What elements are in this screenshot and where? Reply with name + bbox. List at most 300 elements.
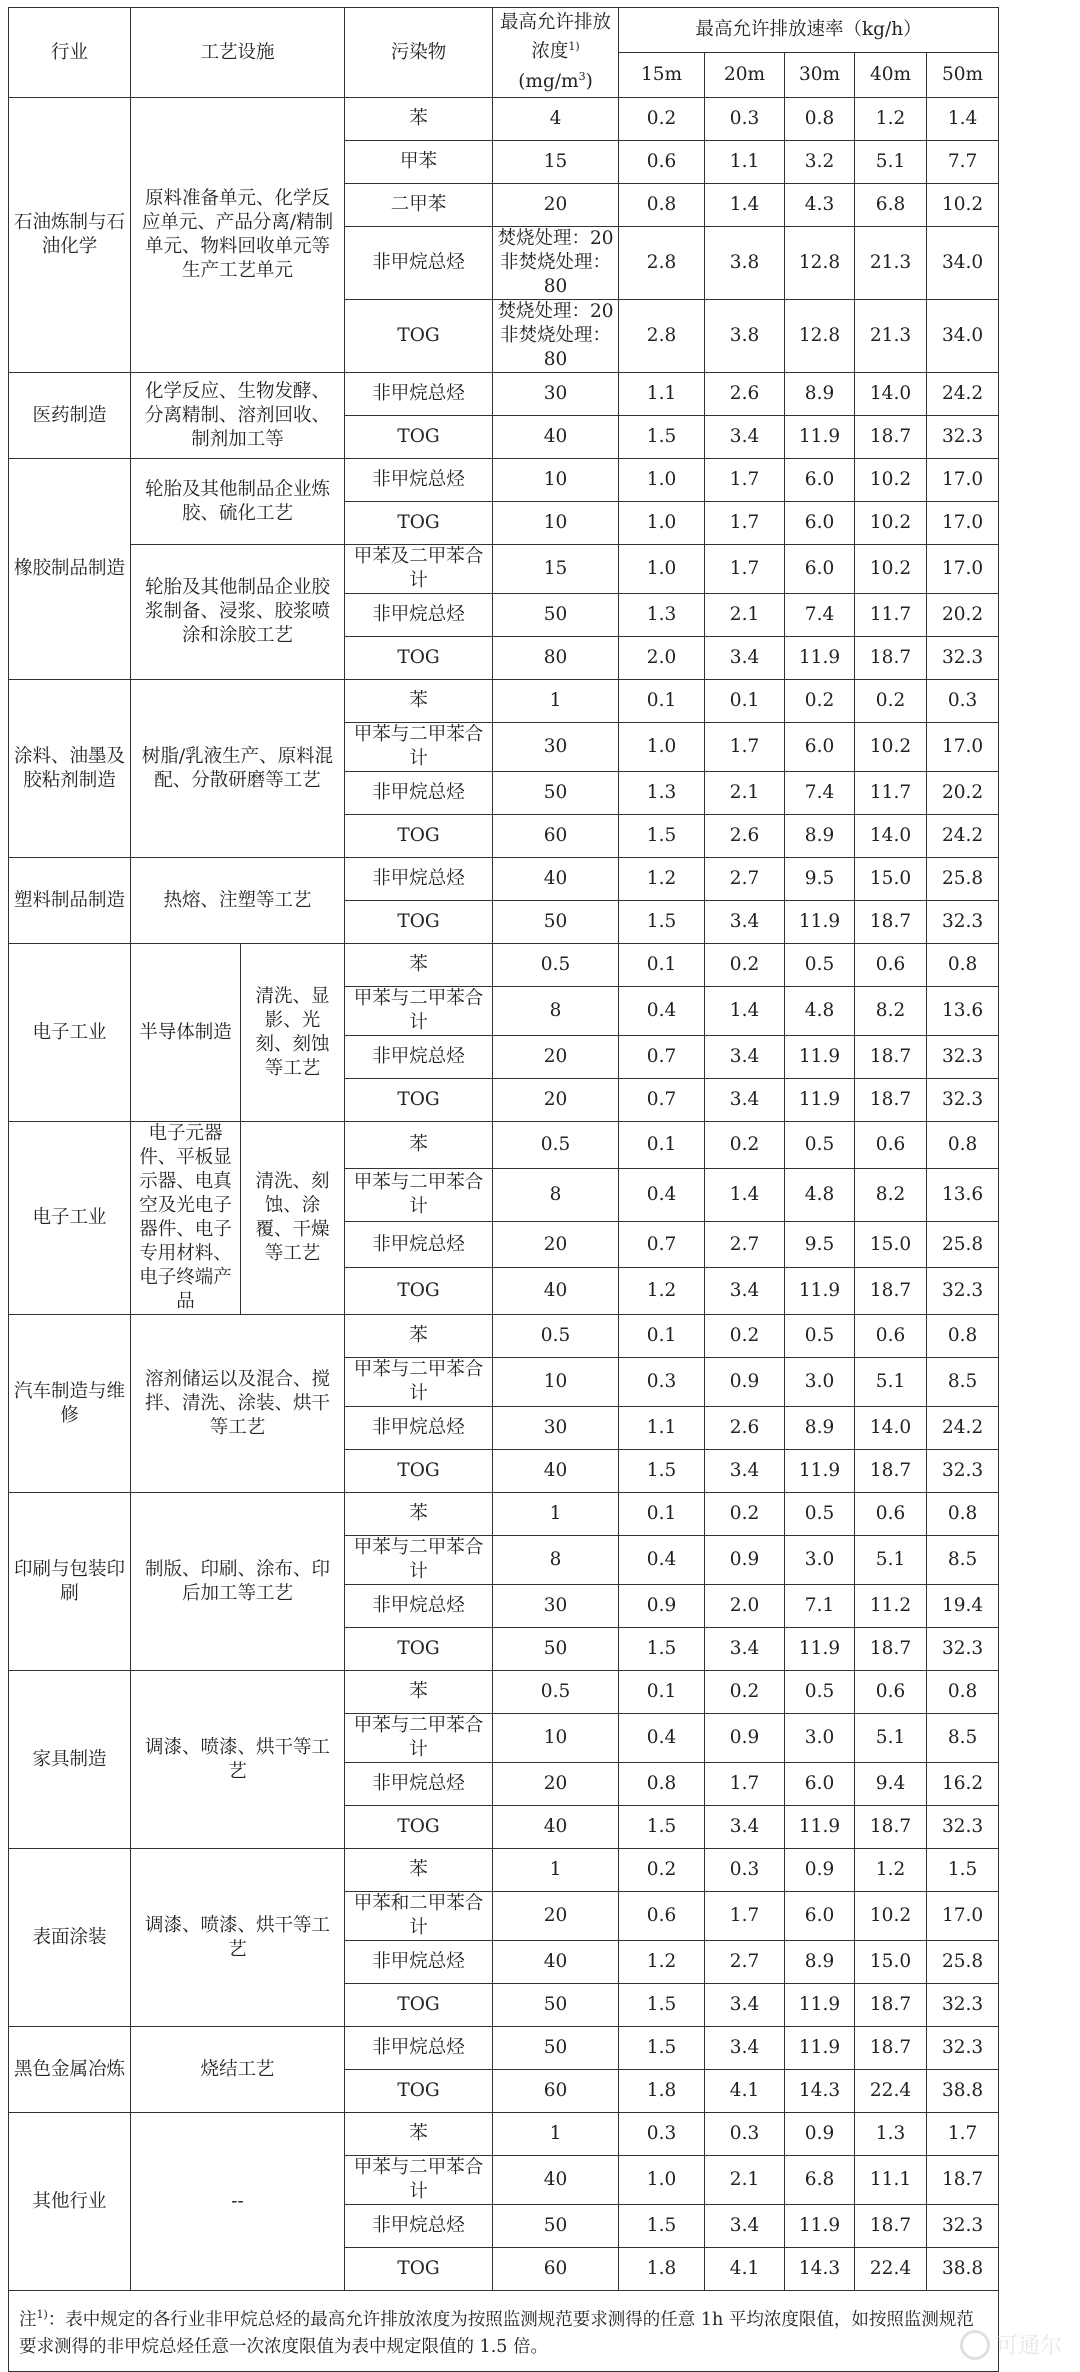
rate-cell: 11.9 <box>785 2205 855 2248</box>
rate-cell: 0.3 <box>619 1358 705 1407</box>
rate-cell: 12.8 <box>785 300 855 373</box>
rate-cell: 0.8 <box>785 98 855 141</box>
table-header <box>9 8 1073 98</box>
industry-cell: 橡胶制品制造 <box>9 459 131 680</box>
concentration-cell: 50 <box>493 2205 619 2248</box>
industry-cell: 电子工业 <box>9 1122 131 1315</box>
rate-cell: 21.3 <box>855 300 927 373</box>
rate-cell: 1.2 <box>619 1941 705 1984</box>
rate-cell: 32.3 <box>927 1450 999 1493</box>
pollutant-cell: TOG <box>345 416 493 459</box>
concentration-cell: 0.5 <box>493 1315 619 1358</box>
rate-cell: 6.0 <box>785 1892 855 1941</box>
table-row <box>9 2113 1073 2156</box>
rate-cell: 18.7 <box>855 1806 927 1849</box>
process-cell: 调漆、喷漆、烘干等工艺 <box>131 1849 345 2027</box>
industry-cell: 家具制造 <box>9 1671 131 1849</box>
rate-cell: 1.1 <box>705 141 785 184</box>
rate-cell: 1.4 <box>705 987 785 1036</box>
rate-cell: 2.7 <box>705 1941 785 1984</box>
rate-cell: 1.7 <box>705 545 785 594</box>
concentration-cell: 50 <box>493 1628 619 1671</box>
pollutant-cell: TOG <box>345 637 493 680</box>
rate-cell: 1.0 <box>619 459 705 502</box>
rate-cell: 2.1 <box>705 2156 785 2205</box>
pollutant-cell: TOG <box>345 1806 493 1849</box>
rate-cell: 25.8 <box>927 1941 999 1984</box>
pollutant-cell: TOG <box>345 815 493 858</box>
concentration-cell: 30 <box>493 373 619 416</box>
pollutant-cell: 非甲烷总烃 <box>345 594 493 637</box>
rate-cell: 8.9 <box>785 1407 855 1450</box>
rate-cell: 32.3 <box>927 1268 999 1315</box>
rate-cell: 1.5 <box>619 1628 705 1671</box>
pollutant-cell: 非甲烷总烃 <box>345 858 493 901</box>
concentration-cell: 40 <box>493 1941 619 1984</box>
rate-cell: 7.7 <box>927 141 999 184</box>
rate-cell: 0.8 <box>619 184 705 227</box>
rate-cell: 2.8 <box>619 227 705 300</box>
concentration-cell: 20 <box>493 1221 619 1268</box>
rate-cell: 10.2 <box>855 502 927 545</box>
header-concentration <box>493 8 619 98</box>
rate-cell: 0.9 <box>785 2113 855 2156</box>
rate-cell: 1.5 <box>619 2205 705 2248</box>
pollutant-cell: TOG <box>345 1984 493 2027</box>
industry-cell: 塑料制品制造 <box>9 858 131 944</box>
rate-cell: 17.0 <box>927 502 999 545</box>
process-cell: 轮胎及其他制品企业胶浆制备、浸浆、胶浆喷涂和涂胶工艺 <box>131 545 345 680</box>
concentration-cell: 1 <box>493 1493 619 1536</box>
table-row <box>9 1671 1073 1714</box>
rate-cell: 1.7 <box>705 1763 785 1806</box>
rate-cell: 15.0 <box>855 1941 927 1984</box>
rate-cell: 24.2 <box>927 1407 999 1450</box>
rate-cell: 11.9 <box>785 1450 855 1493</box>
rate-cell: 3.8 <box>705 227 785 300</box>
rate-cell: 0.2 <box>855 680 927 723</box>
pollutant-cell: 甲苯与二甲苯合计 <box>345 1714 493 1763</box>
rate-cell: 0.1 <box>619 1493 705 1536</box>
table-row <box>9 2027 1073 2070</box>
process-cell: -- <box>131 2113 345 2291</box>
rate-cell: 4.8 <box>785 987 855 1036</box>
concentration-cell: 4 <box>493 98 619 141</box>
rate-cell: 7.4 <box>785 594 855 637</box>
rate-cell: 13.6 <box>927 1168 999 1221</box>
header-height: 50m <box>927 53 999 98</box>
rate-cell: 0.2 <box>705 1671 785 1714</box>
rate-cell: 8.5 <box>927 1714 999 1763</box>
pollutant-cell: 非甲烷总烃 <box>345 772 493 815</box>
concentration-cell: 30 <box>493 1585 619 1628</box>
concentration-cell: 0.5 <box>493 944 619 987</box>
rate-cell: 32.3 <box>927 416 999 459</box>
rate-cell: 12.8 <box>785 227 855 300</box>
rate-cell: 3.4 <box>705 1806 785 1849</box>
pollutant-cell: 非甲烷总烃 <box>345 1941 493 1984</box>
concentration-cell: 20 <box>493 1892 619 1941</box>
pollutant-cell: TOG <box>345 1079 493 1122</box>
table-row <box>9 373 1073 416</box>
industry-cell: 表面涂装 <box>9 1849 131 2027</box>
rate-cell: 0.4 <box>619 1714 705 1763</box>
rate-cell: 38.8 <box>927 2248 999 2291</box>
rate-cell: 21.3 <box>855 227 927 300</box>
concentration-cell: 10 <box>493 1714 619 1763</box>
rate-cell: 6.0 <box>785 545 855 594</box>
pollutant-cell: 甲苯与二甲苯合计 <box>345 723 493 772</box>
pollutant-cell: 甲苯及二甲苯合计 <box>345 545 493 594</box>
pollutant-cell: 非甲烷总烃 <box>345 459 493 502</box>
rate-cell: 8.5 <box>927 1536 999 1585</box>
rate-cell: 8.2 <box>855 987 927 1036</box>
rate-cell: 6.0 <box>785 723 855 772</box>
concentration-cell: 8 <box>493 1536 619 1585</box>
pollutant-cell: TOG <box>345 502 493 545</box>
concentration-cell: 40 <box>493 1268 619 1315</box>
concentration-cell: 20 <box>493 1036 619 1079</box>
rate-cell: 0.3 <box>705 98 785 141</box>
rate-cell: 22.4 <box>855 2070 927 2113</box>
rate-cell: 20.2 <box>927 594 999 637</box>
watermark <box>960 2329 1062 2360</box>
rate-cell: 0.7 <box>619 1036 705 1079</box>
pollutant-cell: 苯 <box>345 2113 493 2156</box>
rate-cell: 3.0 <box>785 1714 855 1763</box>
rate-cell: 1.7 <box>705 723 785 772</box>
pollutant-cell: 苯 <box>345 680 493 723</box>
rate-cell: 0.2 <box>619 1849 705 1892</box>
rate-cell: 3.4 <box>705 1079 785 1122</box>
rate-cell: 18.7 <box>855 1268 927 1315</box>
rate-cell: 3.4 <box>705 2205 785 2248</box>
rate-cell: 18.7 <box>855 1984 927 2027</box>
rate-cell: 1.7 <box>705 459 785 502</box>
rate-cell: 32.3 <box>927 2205 999 2248</box>
rate-cell: 8.9 <box>785 815 855 858</box>
table-row <box>9 1122 1073 1169</box>
header-height: 15m <box>619 53 705 98</box>
rate-cell: 1.8 <box>619 2248 705 2291</box>
rate-cell: 9.4 <box>855 1763 927 1806</box>
concentration-cell: 20 <box>493 184 619 227</box>
rate-cell: 2.1 <box>705 772 785 815</box>
rate-cell: 4.1 <box>705 2248 785 2291</box>
emission-standard-table-container <box>8 7 1072 2372</box>
rate-cell: 0.4 <box>619 987 705 1036</box>
rate-cell: 1.4 <box>705 1168 785 1221</box>
rate-cell: 6.0 <box>785 1763 855 1806</box>
rate-cell: 3.4 <box>705 1450 785 1493</box>
rate-cell: 18.7 <box>855 1628 927 1671</box>
rate-cell: 11.9 <box>785 637 855 680</box>
footnote-marker: 1) <box>36 2307 48 2321</box>
rate-cell: 10.2 <box>855 545 927 594</box>
rate-cell: 10.2 <box>855 723 927 772</box>
industry-cell: 印刷与包装印刷 <box>9 1493 131 1671</box>
pollutant-cell: 甲苯与二甲苯合计 <box>345 1536 493 1585</box>
rate-cell: 18.7 <box>855 2027 927 2070</box>
rate-cell: 0.7 <box>619 1221 705 1268</box>
concentration-cell: 1 <box>493 1849 619 1892</box>
rate-cell: 4.8 <box>785 1168 855 1221</box>
rate-cell: 2.1 <box>705 594 785 637</box>
rate-cell: 7.1 <box>785 1585 855 1628</box>
rate-cell: 34.0 <box>927 300 999 373</box>
rate-cell: 11.9 <box>785 1268 855 1315</box>
rate-cell: 3.0 <box>785 1536 855 1585</box>
table-row <box>9 98 1073 141</box>
rate-cell: 1.2 <box>619 1268 705 1315</box>
rate-cell: 11.9 <box>785 1036 855 1079</box>
rate-cell: 14.0 <box>855 373 927 416</box>
rate-cell: 0.1 <box>619 680 705 723</box>
rate-cell: 11.9 <box>785 1628 855 1671</box>
rate-cell: 5.1 <box>855 141 927 184</box>
rate-cell: 6.8 <box>855 184 927 227</box>
rate-cell: 0.8 <box>927 1493 999 1536</box>
rate-cell: 0.2 <box>705 1493 785 1536</box>
rate-cell: 1.1 <box>619 373 705 416</box>
rate-cell: 1.2 <box>855 1849 927 1892</box>
concentration-cell: 40 <box>493 1806 619 1849</box>
rate-cell: 1.3 <box>855 2113 927 2156</box>
rate-cell: 0.6 <box>619 141 705 184</box>
rate-cell: 9.5 <box>785 858 855 901</box>
rate-cell: 1.4 <box>705 184 785 227</box>
rate-cell: 17.0 <box>927 1892 999 1941</box>
table-row <box>9 944 1073 987</box>
pollutant-cell: 苯 <box>345 1315 493 1358</box>
rate-cell: 17.0 <box>927 545 999 594</box>
rate-cell: 18.7 <box>855 637 927 680</box>
rate-cell: 0.2 <box>785 680 855 723</box>
rate-cell: 19.4 <box>927 1585 999 1628</box>
concentration-cell: 10 <box>493 1358 619 1407</box>
rate-cell: 11.9 <box>785 901 855 944</box>
rate-cell: 18.7 <box>855 901 927 944</box>
process-step-cell: 清洗、显影、光刻、刻蚀等工艺 <box>241 944 345 1122</box>
pollutant-cell: 非甲烷总烃 <box>345 1407 493 1450</box>
concentration-cell: 50 <box>493 1984 619 2027</box>
rate-cell: 1.2 <box>619 858 705 901</box>
rate-cell: 18.7 <box>855 1036 927 1079</box>
process-cell: 轮胎及其他制品企业炼胶、硫化工艺 <box>131 459 345 545</box>
rate-cell: 3.4 <box>705 637 785 680</box>
rate-cell: 1.5 <box>619 1806 705 1849</box>
rate-cell: 2.6 <box>705 815 785 858</box>
rate-cell: 0.5 <box>785 1122 855 1169</box>
table-row <box>9 459 1073 502</box>
pollutant-cell: 非甲烷总烃 <box>345 227 493 300</box>
rate-cell: 2.8 <box>619 300 705 373</box>
rate-cell: 0.9 <box>785 1849 855 1892</box>
footnote-prefix: 注 <box>19 2309 37 2330</box>
rate-cell: 10.2 <box>927 184 999 227</box>
rate-cell: 1.5 <box>619 1450 705 1493</box>
process-sub-category-cell: 半导体制造 <box>131 944 241 1122</box>
rate-cell: 0.3 <box>619 2113 705 2156</box>
header-concentration-unit: $(mg/m^3)$ <box>518 69 593 92</box>
rate-cell: 24.2 <box>927 373 999 416</box>
header-concentration-footnote: 1) <box>568 40 580 54</box>
pollutant-cell: 甲苯和二甲苯合计 <box>345 1892 493 1941</box>
rate-cell: 3.4 <box>705 416 785 459</box>
rate-cell: 4.3 <box>785 184 855 227</box>
rate-cell: 5.1 <box>855 1358 927 1407</box>
rate-cell: 2.6 <box>705 1407 785 1450</box>
rate-cell: 1.5 <box>619 815 705 858</box>
rate-cell: 0.9 <box>705 1714 785 1763</box>
rate-cell: 1.3 <box>619 594 705 637</box>
rate-cell: 0.8 <box>619 1763 705 1806</box>
rate-cell: 11.2 <box>855 1585 927 1628</box>
rate-cell: 1.7 <box>705 1892 785 1941</box>
rate-cell: 32.3 <box>927 1079 999 1122</box>
rate-cell: 0.6 <box>619 1892 705 1941</box>
rate-cell: 0.6 <box>855 1315 927 1358</box>
rate-cell: 3.2 <box>785 141 855 184</box>
pollutant-cell: TOG <box>345 1450 493 1493</box>
pollutant-cell: 苯 <box>345 1849 493 1892</box>
pollutant-cell: 苯 <box>345 1493 493 1536</box>
pollutant-cell: 甲苯 <box>345 141 493 184</box>
rate-cell: 32.3 <box>927 1984 999 2027</box>
rate-cell: 8.2 <box>855 1168 927 1221</box>
rate-cell: 11.9 <box>785 1806 855 1849</box>
rate-cell: 14.0 <box>855 1407 927 1450</box>
industry-cell: 医药制造 <box>9 373 131 459</box>
rate-cell: 1.0 <box>619 723 705 772</box>
table-row <box>9 858 1073 901</box>
rate-cell: 11.7 <box>855 772 927 815</box>
rate-cell: 10.2 <box>855 459 927 502</box>
rate-cell: 0.1 <box>619 944 705 987</box>
rate-cell: 1.5 <box>619 901 705 944</box>
rate-cell: 17.0 <box>927 723 999 772</box>
pollutant-cell: 非甲烷总烃 <box>345 1585 493 1628</box>
rate-cell: 1.5 <box>619 416 705 459</box>
rate-cell: 16.2 <box>927 1763 999 1806</box>
pollutant-cell: 非甲烷总烃 <box>345 2027 493 2070</box>
rate-cell: 0.9 <box>705 1536 785 1585</box>
pollutant-cell: 非甲烷总烃 <box>345 1763 493 1806</box>
concentration-cell: 10 <box>493 459 619 502</box>
rate-cell: 10.2 <box>855 1892 927 1941</box>
rate-cell: 2.0 <box>705 1585 785 1628</box>
rate-cell: 0.8 <box>927 1122 999 1169</box>
header-industry: 行业 <box>9 8 131 98</box>
rate-cell: 3.4 <box>705 1036 785 1079</box>
concentration-cell: 40 <box>493 858 619 901</box>
rate-cell: 18.7 <box>927 2156 999 2205</box>
industry-cell: 电子工业 <box>9 944 131 1122</box>
pollutant-cell: 甲苯与二甲苯合计 <box>345 987 493 1036</box>
rate-cell: 2.0 <box>619 637 705 680</box>
rate-cell: 1.8 <box>619 2070 705 2113</box>
rate-cell: 0.8 <box>927 1671 999 1714</box>
rate-cell: 8.5 <box>927 1358 999 1407</box>
industry-cell: 汽车制造与维修 <box>9 1315 131 1493</box>
concentration-cell: 0.5 <box>493 1671 619 1714</box>
rate-cell: 11.1 <box>855 2156 927 2205</box>
rate-cell: 0.9 <box>619 1585 705 1628</box>
concentration-cell: 50 <box>493 594 619 637</box>
rate-cell: 2.6 <box>705 373 785 416</box>
pollutant-cell: TOG <box>345 1268 493 1315</box>
rate-cell: 0.6 <box>855 1122 927 1169</box>
process-cell: 化学反应、生物发酵、分离精制、溶剂回收、制剂加工等 <box>131 373 345 459</box>
table-row <box>9 545 1073 594</box>
rate-cell: 3.8 <box>705 300 785 373</box>
concentration-cell: 40 <box>493 416 619 459</box>
rate-cell: 34.0 <box>927 227 999 300</box>
rate-cell: 15.0 <box>855 1221 927 1268</box>
rate-cell: 24.2 <box>927 815 999 858</box>
table-body <box>9 98 1073 2291</box>
rate-cell: 7.4 <box>785 772 855 815</box>
concentration-cell: 20 <box>493 1079 619 1122</box>
rate-cell: 0.2 <box>705 1315 785 1358</box>
rate-cell: 11.9 <box>785 416 855 459</box>
rate-cell: 0.8 <box>927 1315 999 1358</box>
watermark-text: 可通尔 <box>995 2334 1062 2359</box>
rate-cell: 1.0 <box>619 502 705 545</box>
rate-cell: 0.1 <box>619 1671 705 1714</box>
pollutant-cell: 苯 <box>345 944 493 987</box>
rate-cell: 32.3 <box>927 1036 999 1079</box>
rate-cell: 0.6 <box>855 1671 927 1714</box>
table-row <box>9 680 1073 723</box>
rate-cell: 3.0 <box>785 1358 855 1407</box>
rate-cell: 32.3 <box>927 1806 999 1849</box>
rate-cell: 11.9 <box>785 1079 855 1122</box>
rate-cell: 8.9 <box>785 373 855 416</box>
concentration-cell: 15 <box>493 141 619 184</box>
rate-cell: 32.3 <box>927 901 999 944</box>
header-pollutant: 污染物 <box>345 8 493 98</box>
rate-cell: 1.0 <box>619 2156 705 2205</box>
rate-cell: 6.0 <box>785 459 855 502</box>
concentration-cell: 10 <box>493 502 619 545</box>
concentration-cell: 1 <box>493 680 619 723</box>
header-height: 40m <box>855 53 927 98</box>
rate-cell: 14.3 <box>785 2070 855 2113</box>
rate-cell: 9.5 <box>785 1221 855 1268</box>
concentration-cell: 15 <box>493 545 619 594</box>
concentration-cell: 焚烧处理：20 非焚烧处理：80 <box>493 227 619 300</box>
process-cell: 烧结工艺 <box>131 2027 345 2113</box>
rate-cell: 2.7 <box>705 1221 785 1268</box>
process-cell: 树脂/乳液生产、原料混配、分散研磨等工艺 <box>131 680 345 858</box>
rate-cell: 3.4 <box>705 1628 785 1671</box>
concentration-cell: 20 <box>493 1763 619 1806</box>
concentration-cell: 50 <box>493 901 619 944</box>
concentration-cell: 50 <box>493 2027 619 2070</box>
pollutant-cell: TOG <box>345 2070 493 2113</box>
rate-cell: 18.7 <box>855 416 927 459</box>
concentration-cell: 50 <box>493 772 619 815</box>
rate-cell: 18.7 <box>855 1450 927 1493</box>
rate-cell: 1.4 <box>927 98 999 141</box>
pollutant-cell: 非甲烷总烃 <box>345 373 493 416</box>
rate-cell: 2.7 <box>705 858 785 901</box>
industry-cell: 石油炼制与石油化学 <box>9 98 131 373</box>
industry-cell: 黑色金属冶炼 <box>9 2027 131 2113</box>
header-concentration-label: 最高允许排放浓度 <box>500 12 612 63</box>
rate-cell: 25.8 <box>927 1221 999 1268</box>
